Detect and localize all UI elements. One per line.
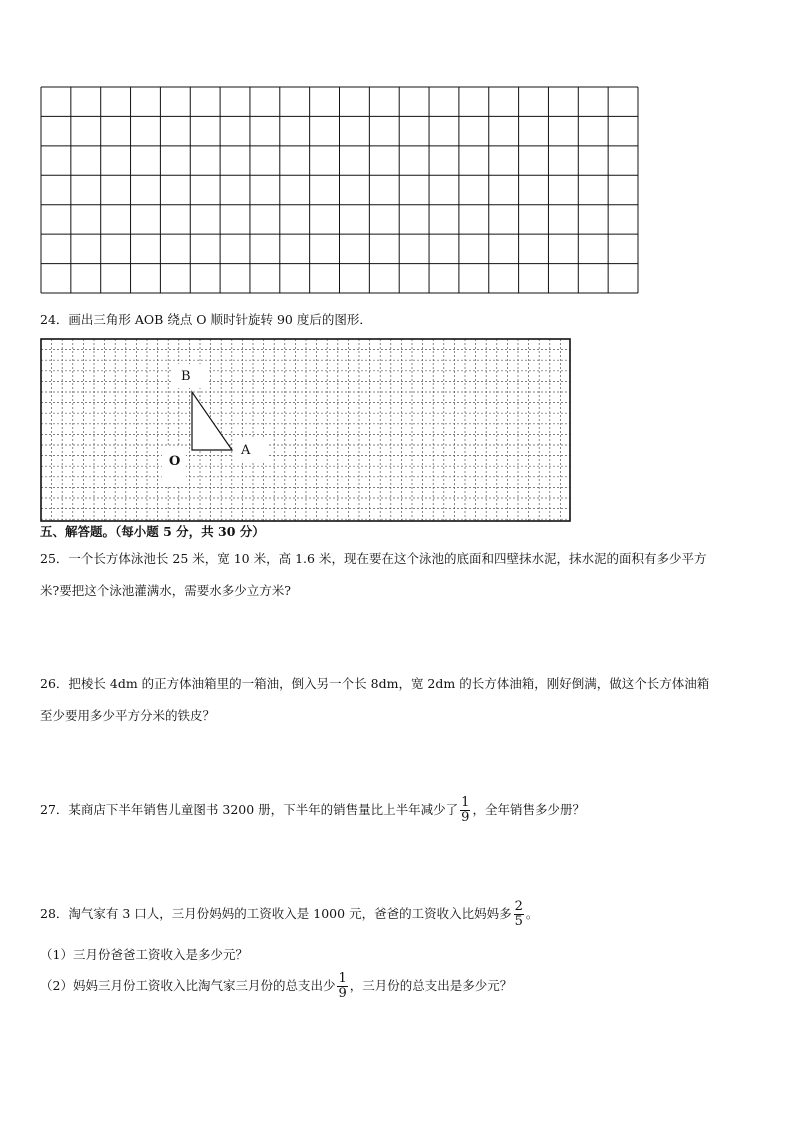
label-a: A <box>241 443 251 458</box>
question-28-sub2-after: ，三月份的总支出是多少元？ <box>349 978 513 993</box>
question-25-line2: 米?要把这个泳池灌满水，需要水多少立方米? <box>40 583 291 598</box>
section-heading: 五、解答题。（每小题 5 分，共 30 分） <box>40 524 265 539</box>
question-28-before: 28．淘气家有 3 口人，三月份妈妈的工资收入是 1000 元，爸爸的工资收入比妈妈多 <box>40 906 512 921</box>
fraction <box>460 796 470 825</box>
question-28-after: 。 <box>525 906 539 921</box>
label-background <box>233 438 269 462</box>
fraction <box>337 972 347 1001</box>
fraction-denominator: 5 <box>514 914 523 929</box>
question-27-after: ，全年销售多少册？ <box>472 802 585 817</box>
fraction-numerator: 1 <box>461 795 470 810</box>
label-b: B <box>181 369 191 384</box>
question-28-sub2 <box>40 972 512 1001</box>
question-26-line1: 26．把棱长 4dm 的正方体油箱里的一箱油，倒入另一个长 8dm，宽 2dm 的长方体油箱，刚好倒满，做这个长方体油箱 <box>40 676 710 691</box>
question-27-before: 27．某商店下半年销售儿童图书 3200 册，下半年的销售量比上半年减少了 <box>40 802 459 817</box>
triangle-aob <box>192 392 232 450</box>
dotted-drawing-grid <box>40 338 571 522</box>
question-27 <box>40 796 585 825</box>
fraction <box>514 900 524 929</box>
question-24-text: 24．画出三角形 AOB 绕点 O 顺时针旋转 90 度后的图形． <box>40 312 372 327</box>
question-28 <box>40 900 538 929</box>
fraction-denominator: 9 <box>461 810 470 825</box>
answer-grid <box>40 86 640 296</box>
question-26-line2: 至少要用多少平方分米的铁皮？ <box>40 708 216 723</box>
grid-border <box>41 339 570 521</box>
question-25-line1: 25．一个长方体泳池长 25 米，宽 10 米，高 1.6 米，现在要在这个泳池的底面和四壁抹水泥，抹水泥的面积有多少平方 <box>40 551 707 566</box>
fraction-denominator: 9 <box>338 986 347 1001</box>
fraction-numerator: 2 <box>514 899 523 914</box>
question-28-sub2-before: （2）妈妈三月份工资收入比淘气家三月份的总支出少 <box>40 978 336 993</box>
question-28-sub1: （1）三月份爸爸工资收入是多少元？ <box>40 947 248 962</box>
fraction-numerator: 1 <box>338 971 347 986</box>
label-o: O <box>169 454 181 469</box>
